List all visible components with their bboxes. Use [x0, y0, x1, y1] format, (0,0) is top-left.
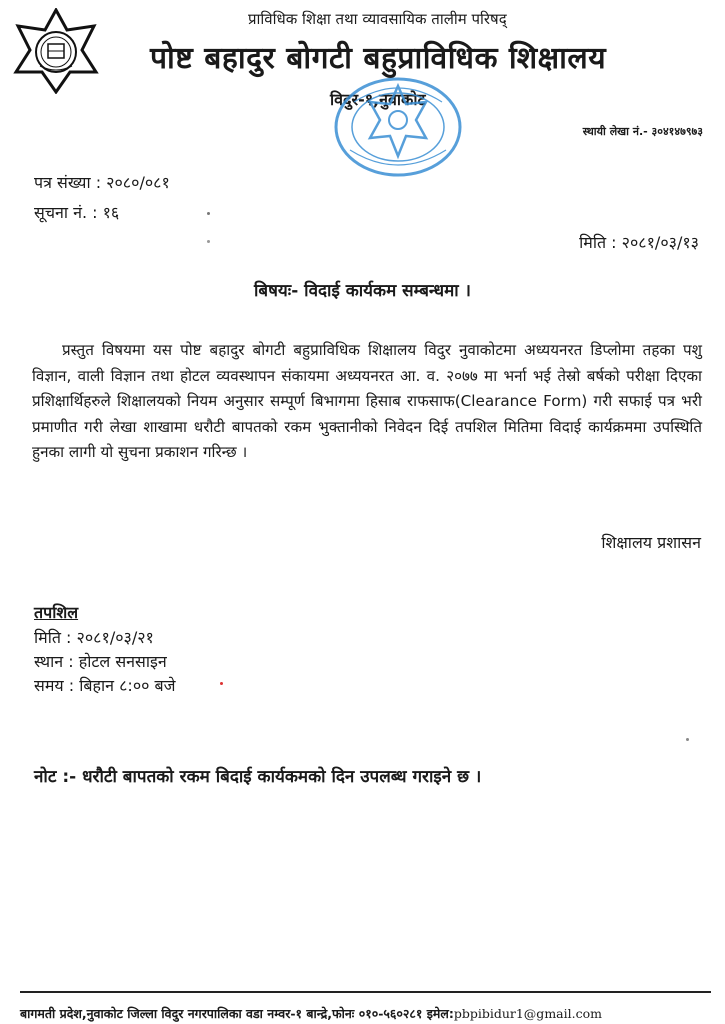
schedule-venue: स्थान : होटल सनसाइन [34, 652, 167, 671]
scan-speck [207, 212, 210, 215]
body-paragraph: प्रस्तुत विषयमा यस पोष्ट बहादुर बोगटी बहुप्राविधिक शिक्षालय विदुर नुवाकोटमा अध्ययनरत डिप्लोमा तहका पशु विज्ञान, वाली विज्ञान तथा होटल व्यवस्थापन संकायमा अध्ययनरत आ. व. २०७७ मा भर्ना भई तेस्रो बर्षको परीक्षा दिएका प्रशिक्षार्थिहरुले शिक्षालयको नियम अनुसार सम्पूर्ण बिभागमा हिसाब राफसाफ(Clearance Form) गरी सफाई पत्र भरी प्रमाणीत गरी लेखा शाखामा धरौटी बापतको रकम भुक्तानीको निवेदन दिई तपशिल मितिमा विदाई कार्यक्रममा उपस्थिति हुनका लागी यो सुचना प्रकाशन गरिन्छ । [32, 341, 702, 461]
scan-speck [207, 240, 210, 243]
footer-email[interactable]: pbpibidur1@gmail.com [453, 1006, 602, 1021]
round-star-stamp-icon [330, 72, 478, 182]
notice-number: सूचना नं. : १६ [34, 203, 120, 222]
footer-address [20, 1005, 602, 1022]
subject-line: बिषयः- विदाई कार्यकम सम्बन्धमा । [253, 281, 472, 301]
council-name: प्राविधिक शिक्षा तथा व्यावसायिक तालीम परिषद् [248, 10, 507, 28]
letter-date: मिति : २०८१/०३/१३ [579, 233, 699, 252]
footer-address-text: बागमती प्रदेश,नुवाकोट जिल्ला विदुर नगरपालिका वडा नम्वर-१ बान्द्रे,फोनः ०१०-५६०२८१ इमेल: [20, 1006, 454, 1021]
schedule-date: मिति : २०८१/०३/२१ [34, 628, 154, 647]
scan-speck [220, 682, 223, 685]
signature-office: शिक्षालय प्रशासन [601, 533, 701, 552]
scan-speck [686, 738, 689, 741]
schedule-heading: तपशिल [34, 603, 79, 622]
school-name: पोष्ट बहादुर बोगटी बहुप्राविधिक शिक्षालय [150, 41, 607, 76]
footer-divider [20, 991, 711, 993]
pan-number: स्थायी लेखा नं.- ३०४१४७९७३ [582, 125, 703, 138]
star-seal-icon [10, 8, 102, 94]
schedule-time: समय : बिहान ८:०० बजे [34, 676, 176, 695]
letter-number: पत्र संख्या : २०८०/०८१ [34, 173, 170, 192]
note-line: नोट :- धरौटी बापतको रकम बिदाई कार्यकमको दिन उपलब्ध गराइने छ । [34, 767, 482, 787]
school-address: विदुर-१,नुवाकोट [330, 90, 426, 109]
